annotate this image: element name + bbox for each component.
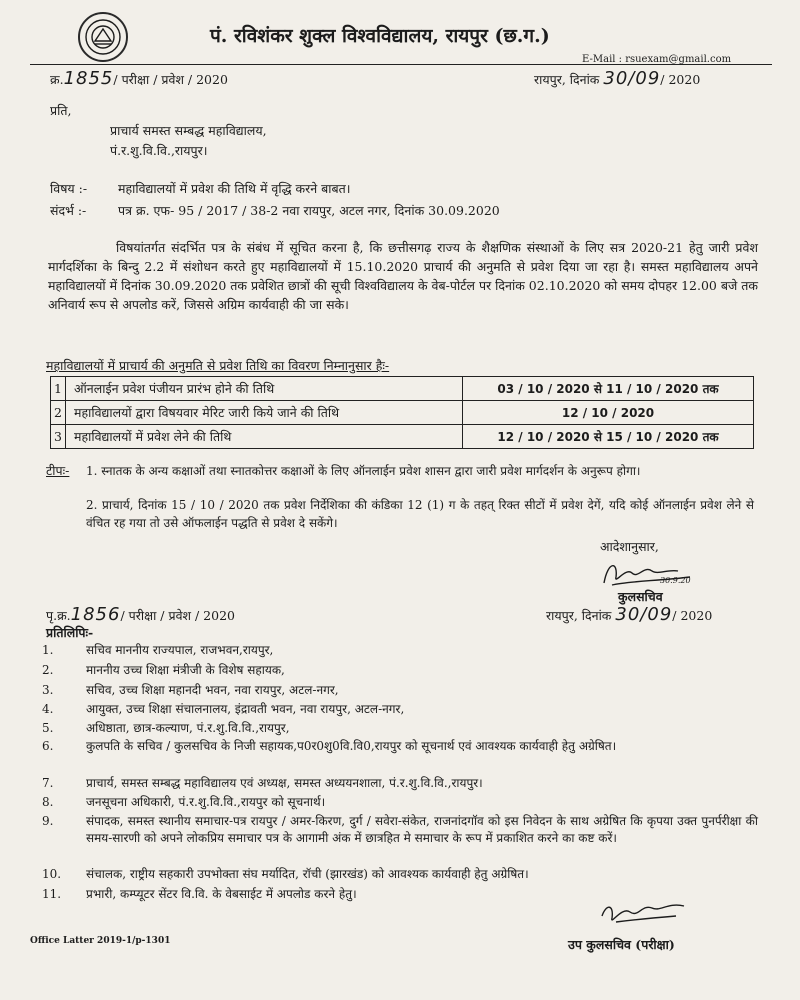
list-item-text: प्राचार्य, समस्त सम्बद्ध महाविद्यालय एवं अध्यक्ष, समस्त अध्ययनशाला, पं.र.शु.वि.वि.,रायपुर। bbox=[86, 776, 483, 790]
registrar-signature bbox=[598, 555, 698, 591]
subject-text: महाविद्यालयों में प्रवेश की तिथि में वृद्धि करने बाबत। bbox=[118, 181, 351, 196]
notes-label: टीपः- bbox=[46, 463, 70, 478]
date-handwritten: 30/09 bbox=[603, 68, 661, 89]
row-date: 12 / 10 / 2020 से 15 / 10 / 2020 तक bbox=[463, 425, 754, 449]
list-item-number: 7. bbox=[42, 776, 54, 790]
copy-date-year: / 2020 bbox=[672, 608, 713, 623]
list-item-number: 6. bbox=[42, 739, 54, 753]
university-seal-logo bbox=[78, 12, 128, 62]
table-row bbox=[51, 377, 754, 401]
list-item-text: अधिष्ठाता, छात्र-कल्याण, पं.र.शु.वि.वि.,रायपुर, bbox=[86, 721, 290, 735]
list-item-text: सचिव माननीय राज्यपाल, राजभवन,रायपुर, bbox=[86, 643, 274, 657]
seal-emblem-icon bbox=[83, 17, 123, 57]
body-paragraph: विषयांतर्गत संदर्भित पत्र के संबंध में सूचित करना है, कि छत्तीसगढ़ राज्य के शैक्षणिक संस्थाओं के लिए सत्र 2020-21 हेतु जारी प्रवेश मार्गदर्शिका के बिन्दु 2.2 में संशोधन करते हुए महाविद्यालयों में 15.10.2020 प्राचार्य की अनुमति से प्रवेश दिया जा रहा है। समस्त महाविद्यालय अपने महाविद्यालयों में दिनांक 30.09.2020 तक प्रवेशित छात्रों की सूची विश्वविद्यालय के वेब-पोर्टल पर दिनांक 02.10.2020 को समय दोपहर 12.00 बजे तक अनिवार्य रूप से अपलोड करें, जिससे अग्रिम कार्यवाही की जा सके। bbox=[48, 240, 758, 312]
schedule-heading: महाविद्यालयों में प्राचार्य की अनुमति से प्रवेश तिथि का विवरण निम्नानुसार हैः- bbox=[46, 358, 390, 373]
list-item-number: 3. bbox=[42, 683, 54, 697]
list-item bbox=[42, 775, 758, 792]
note-item-2: 2. प्राचार्य, दिनांक 15 / 10 / 2020 तक प्रवेश निर्देशिका की कंडिका 12 (1) ग के तहत् रिक्त सीटों में प्रवेश देगें, यदि कोई ऑनलाईन प्रवेश लेने से वंचित रह गया तो उसे ऑफलाईन पद्धति से प्रवेश दे सकेंगे। bbox=[86, 498, 754, 530]
email-address: E-Mail : rsuexam@gmail.com bbox=[582, 54, 732, 65]
list-item-text: सचिव, उच्च शिक्षा महानदी भवन, नवा रायपुर, अटल-नगर, bbox=[86, 683, 339, 697]
list-item bbox=[42, 794, 758, 811]
row-number: 3 bbox=[51, 425, 66, 449]
deputy-registrar-designation: उप कुलसचिव (परीक्षा) bbox=[568, 937, 675, 952]
deputy-registrar-signature bbox=[596, 896, 692, 930]
ref-suffix: / परीक्षा / प्रवेश / 2020 bbox=[113, 72, 228, 87]
date-prefix: रायपुर, दिनांक bbox=[534, 72, 600, 87]
copy-ref-prefix: पृ.क्र. bbox=[46, 608, 71, 623]
copy-date bbox=[546, 604, 712, 625]
list-item bbox=[42, 642, 758, 659]
row-number: 1 bbox=[51, 377, 66, 401]
list-item-number: 10. bbox=[42, 867, 62, 881]
addressee-line-1: प्राचार्य समस्त सम्बद्ध महाविद्यालय, bbox=[110, 123, 267, 138]
reference-text: पत्र क्र. एफ- 95 / 2017 / 38-2 नवा रायपुर, अटल नगर, दिनांक 30.09.2020 bbox=[118, 203, 500, 218]
addressee-line-2: पं.र.शु.वि.वि.,रायपुर। bbox=[110, 143, 208, 158]
list-item bbox=[42, 866, 758, 883]
list-item-text: कुलपति के सचिव / कुलसचिव के निजी सहायक,प0र0शु0वि.वि0,रायपुर को सूचनार्थ एवं आवश्यक कार्यवाही हेतु अग्रेषित। bbox=[86, 739, 617, 753]
prati-label: प्रति, bbox=[50, 103, 72, 118]
subject-label: विषय :- bbox=[50, 181, 88, 196]
copy-date-handwritten: 30/09 bbox=[615, 604, 673, 625]
list-item bbox=[42, 720, 758, 737]
list-item-number: 2. bbox=[42, 663, 54, 677]
adeshanusar-text: आदेशानुसार, bbox=[600, 539, 659, 554]
registrar-designation: कुलसचिव bbox=[618, 589, 663, 604]
list-item-text: जनसूचना अधिकारी, पं.र.शु.वि.वि.,रायपुर को सूचनार्थ। bbox=[86, 795, 326, 809]
note-item-1: 1. स्नातक के अन्य कक्षाओं तथा स्नातकोत्तर कक्षाओं के लिए ऑनलाईन प्रवेश शासन द्वारा जारी प्रवेश मार्गदर्शन के अनुरूप होगा। bbox=[86, 464, 641, 478]
signature-date: 30.9.20 bbox=[660, 576, 691, 585]
copy-ref-suffix: / परीक्षा / प्रवेश / 2020 bbox=[120, 608, 235, 623]
row-description: महाविद्यालयों द्वारा विषयवार मेरिट जारी किये जाने की तिथि bbox=[66, 401, 463, 425]
list-item-number: 11. bbox=[42, 887, 62, 901]
list-item-number: 8. bbox=[42, 795, 54, 809]
list-item bbox=[42, 701, 758, 718]
letter-date bbox=[534, 68, 700, 89]
copy-label: प्रतिलिपिः- bbox=[46, 625, 94, 640]
row-description: महाविद्यालयों में प्रवेश लेने की तिथि bbox=[66, 425, 463, 449]
list-item-number: 5. bbox=[42, 721, 54, 735]
list-item-text: प्रभारी, कम्प्यूटर सेंटर वि.वि. के वेबसाईट में अपलोड करने हेतु। bbox=[86, 887, 357, 901]
ref-prefix: क्र. bbox=[50, 72, 64, 87]
row-number: 2 bbox=[51, 401, 66, 425]
list-item bbox=[42, 662, 758, 679]
copy-ref-number-handwritten: 1856 bbox=[70, 604, 121, 625]
list-item-text: माननीय उच्च शिक्षा मंत्रीजी के विशेष सहायक, bbox=[86, 663, 285, 677]
list-item-text: संपादक, समस्त स्थानीय समाचार-पत्र रायपुर / अमर-किरण, दुर्ग / सवेरा-संकेत, राजनांदगॉव को इस निवेदन के साथ अग्रेषित कि कृपया उक्त पुनर्परीक्षा की समय-सारणी को अपने लोकप्रिय समाचार पत्र के आगामी अंक में छात्रहित मे समाचार के रूप में प्रकाशित करने का कष्ट करें। bbox=[86, 814, 758, 845]
table-row bbox=[51, 401, 754, 425]
row-description: ऑनलाईन प्रवेश पंजीयन प्रारंभ होने की तिथि bbox=[66, 377, 463, 401]
footer-office-note: Office Latter 2019-1/p-1301 bbox=[30, 936, 171, 946]
schedule-table bbox=[50, 376, 754, 449]
copy-date-prefix: रायपुर, दिनांक bbox=[546, 608, 612, 623]
copy-reference bbox=[46, 604, 235, 625]
list-item bbox=[42, 813, 758, 864]
letter-reference bbox=[50, 68, 228, 89]
reference-label: संदर्भ :- bbox=[50, 203, 87, 218]
list-item-text: संचालक, राष्ट्रीय सहकारी उपभोक्ता संघ मर्यादित, रॉची (झारखंड) को आवश्यक कार्यवाही हेतु अग्रेषित। bbox=[86, 867, 529, 881]
date-year: / 2020 bbox=[660, 72, 701, 87]
row-date: 12 / 10 / 2020 bbox=[463, 401, 754, 425]
list-item bbox=[42, 682, 758, 699]
list-item-number: 9. bbox=[42, 814, 54, 828]
header-divider bbox=[30, 64, 772, 65]
ref-number-handwritten: 1855 bbox=[63, 68, 114, 89]
list-item bbox=[42, 738, 758, 772]
list-item-number: 1. bbox=[42, 643, 54, 657]
list-item-text: आयुक्त, उच्च शिक्षा संचालनालय, इंद्रावती भवन, नवा रायपुर, अटल-नगर, bbox=[86, 702, 405, 716]
table-row bbox=[51, 425, 754, 449]
list-item-number: 4. bbox=[42, 702, 54, 716]
university-title: पं. रविशंकर शुक्ल विश्वविद्यालय, रायपुर (छ.ग.) bbox=[210, 25, 550, 47]
row-date: 03 / 10 / 2020 से 11 / 10 / 2020 तक bbox=[463, 377, 754, 401]
